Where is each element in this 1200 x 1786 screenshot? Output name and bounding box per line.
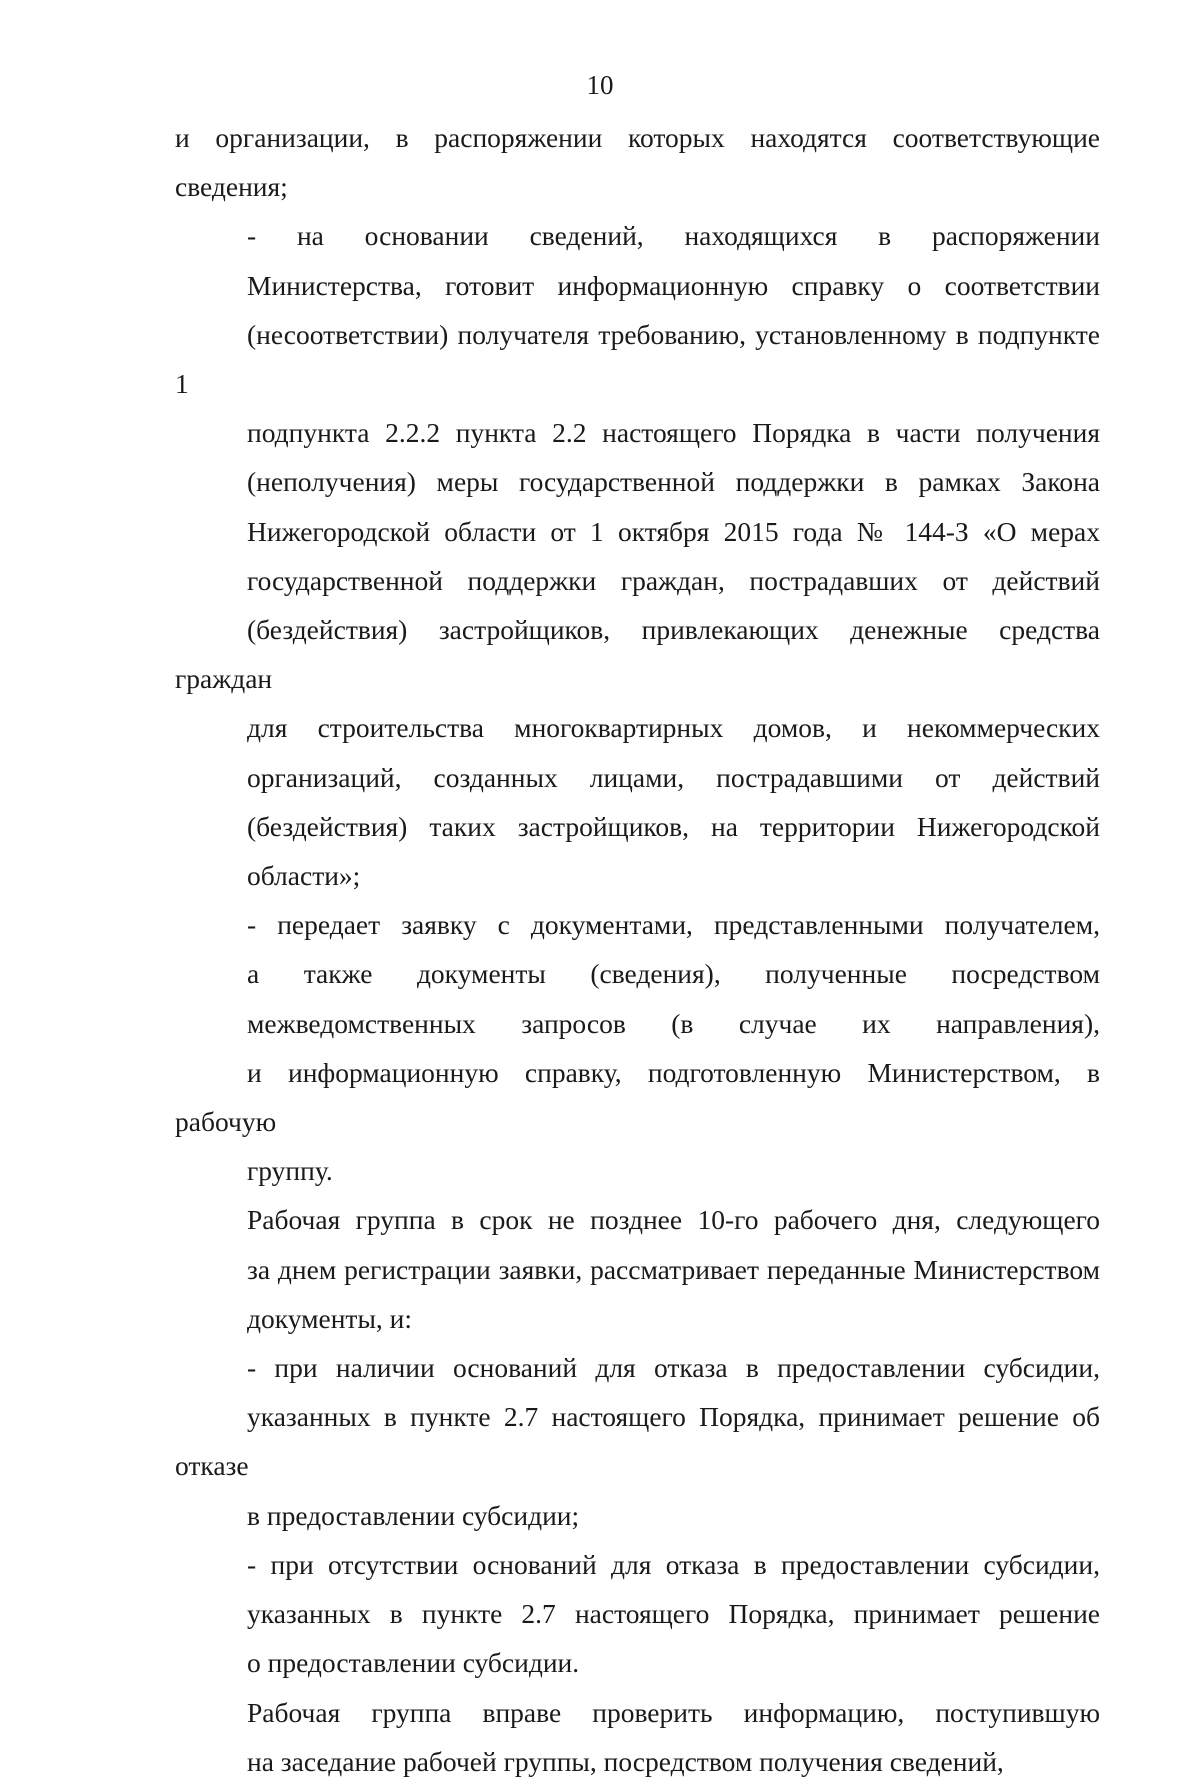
text-line: (бездействия) таких застройщиков, на территории Нижегородской	[247, 810, 1100, 842]
paragraph	[175, 113, 1100, 211]
text-line: - при наличии оснований для отказа в предоставлении субсидии,	[247, 1352, 1100, 1384]
text-line: указанных в пункте 2.7 настоящего Порядка, принимает решение об отказе	[175, 1401, 1100, 1482]
text-line: - на основании сведений, находящихся в распоряжении	[247, 220, 1100, 252]
text-line: Министерства, готовит информационную справку о соответствии	[247, 269, 1100, 301]
paragraph	[175, 1343, 1100, 1540]
text-line: (бездействия) застройщиков, привлекающих денежные средства граждан	[175, 614, 1100, 695]
paragraph	[175, 211, 1100, 900]
text-line: документы, и:	[247, 1302, 413, 1334]
text-line: подпункта 2.2.2 пункта 2.2 настоящего Порядка в части получения	[247, 417, 1100, 449]
paragraph	[175, 1540, 1100, 1688]
page-number: 10	[586, 70, 614, 100]
text-line: и информационную справку, подготовленную Министерством, в рабочую	[175, 1056, 1100, 1138]
text-line: указанных в пункте 2.7 настоящего Порядка, принимает решение	[247, 1598, 1100, 1630]
text-line: в предоставлении субсидии;	[247, 1499, 580, 1531]
text-line: на заседание рабочей группы, посредством получения сведений,	[247, 1745, 1004, 1777]
text-line: для строительства многоквартирных домов, и некоммерческих	[247, 712, 1100, 744]
text-line: а также документы (сведения), полученные посредством	[247, 958, 1100, 990]
text-line: - при отсутствии оснований для отказа в предоставлении субсидии,	[247, 1548, 1100, 1580]
text-line: (несоответствии) получателя требованию, установленному в подпункте 1	[175, 318, 1100, 400]
text-line: области»;	[247, 860, 361, 892]
text-line: (неполучения) меры государственной поддержки в рамках Закона	[247, 466, 1100, 498]
text-line: - передает заявку с документами, представленными получателем,	[247, 909, 1100, 941]
text-line: межведомственных запросов (в случае их направления),	[247, 1007, 1100, 1039]
text-line: о предоставлении субсидии.	[247, 1647, 580, 1679]
text-line: за днем регистрации заявки, рассматривает переданные Министерством	[247, 1253, 1100, 1285]
text-line: Рабочая группа вправе проверить информацию, поступившую	[247, 1696, 1100, 1728]
text-line: организаций, созданных лицами, пострадавшими от действий	[247, 761, 1100, 793]
text-line: государственной поддержки граждан, пострадавших от действий	[247, 564, 1100, 596]
paragraph	[175, 900, 1100, 1195]
paragraph	[175, 1195, 1100, 1343]
text-line: сведения;	[175, 171, 288, 203]
document-body	[175, 113, 1100, 1786]
text-line: Нижегородской области от 1 октября 2015 года № 144-З «О мерах	[247, 515, 1100, 547]
paragraph	[175, 1688, 1100, 1786]
text-line: Рабочая группа в срок не позднее 10-го рабочего дня, следующего	[247, 1204, 1100, 1236]
text-line: и организации, в распоряжении которых находятся соответствующие	[175, 122, 1100, 153]
text-line: группу.	[247, 1155, 333, 1187]
